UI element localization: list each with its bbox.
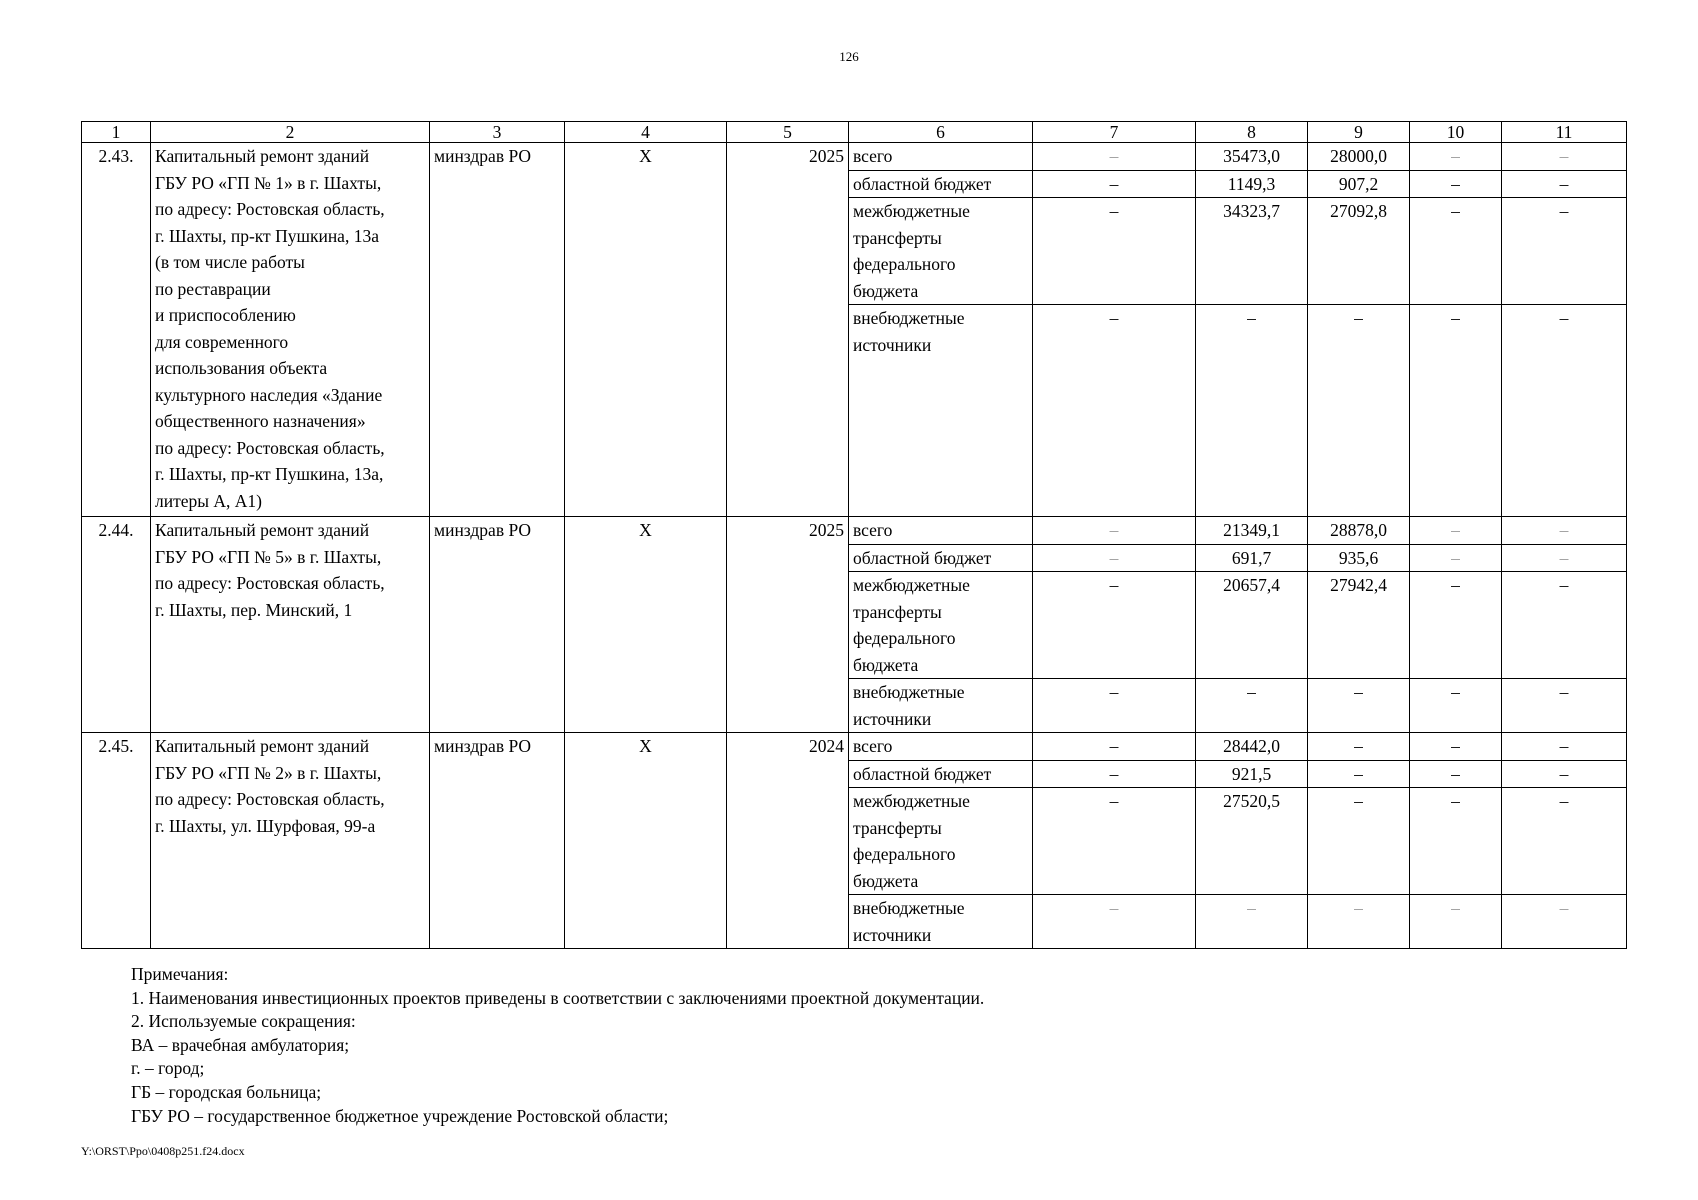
project-number: 2.44. [82,517,151,733]
header-cell: 2 [151,122,430,143]
notes-heading: Примечания: [131,964,229,984]
text-line: межбюджетные [853,791,970,811]
value-cell: – [1308,895,1410,949]
text-line: бюджета [853,870,919,891]
text-line: источники [853,334,932,355]
funding-source: всего [849,517,1033,545]
text-line: Капитальный ремонт зданий [155,736,370,756]
value-cell: – [1410,517,1502,545]
value-cell: – [1033,572,1196,679]
value-cell: – [1196,305,1308,517]
value-cell: – [1410,305,1502,517]
header-cell: 8 [1196,122,1308,143]
value-cell: – [1033,170,1196,198]
value-cell: – [1196,679,1308,733]
text-line: общественного назначения» [155,411,366,431]
text-line: межбюджетные [853,575,970,595]
funding-source [849,679,1033,733]
value-cell: – [1410,572,1502,679]
text-line: межбюджетные [853,201,970,221]
value-cell: – [1410,170,1502,198]
value-cell: – [1410,760,1502,788]
value-cell: 27942,4 [1308,572,1410,679]
executor: минздрав РО [430,733,565,949]
header-cell: 5 [727,122,849,143]
text-line: бюджета [853,654,919,675]
table-row [82,733,1627,761]
value-cell: – [1502,544,1627,572]
text-line: трансферты [853,227,942,248]
text-line: г. Шахты, пер. Минский, 1 [155,599,353,620]
funding-source: всего [849,733,1033,761]
note-line: ГБУ РО – государственное бюджетное учреждение Ростовской области; [131,1105,669,1126]
header-cell: 9 [1308,122,1410,143]
value-cell: 1149,3 [1196,170,1308,198]
text-line: трансферты [853,601,942,622]
investment-projects-table [81,121,1627,949]
value-cell: – [1502,198,1627,305]
text-line: федерального [853,844,956,864]
note-line: ВА – врачебная амбулатория; [131,1034,350,1055]
text-line: для современного [155,331,289,352]
header-row [82,122,1627,143]
funding-source: областной бюджет [849,544,1033,572]
value-cell: – [1410,143,1502,171]
header-cell: 11 [1502,122,1627,143]
header-cell: 4 [565,122,727,143]
value-cell: – [1033,679,1196,733]
value-cell: – [1033,788,1196,895]
notes [131,963,984,1128]
project-name [151,143,430,517]
value-cell: 935,6 [1308,544,1410,572]
text-line: внебюджетные [853,682,965,702]
value-cell: – [1410,733,1502,761]
value-cell: 28878,0 [1308,517,1410,545]
text-line: культурного наследия «Здание [155,384,383,405]
text-line: внебюджетные [853,308,965,328]
value-cell: – [1502,170,1627,198]
text-line: по адресу: Ростовская область, [155,573,385,593]
value-cell: 907,2 [1308,170,1410,198]
value-cell: 21349,1 [1196,517,1308,545]
value-cell: – [1410,198,1502,305]
value-cell: 28442,0 [1196,733,1308,761]
note-line: ГБ – городская больница; [131,1081,322,1102]
funding-source: всего [849,143,1033,171]
text-line: бюджета [853,280,919,301]
project-name [151,517,430,733]
value-cell: – [1502,895,1627,949]
text-line: по адресу: Ростовская область, [155,199,385,219]
value-cell: – [1033,733,1196,761]
text-line: источники [853,924,932,945]
funding-source [849,895,1033,949]
funding-source [849,788,1033,895]
text-line: г. Шахты, ул. Шурфовая, 99-а [155,815,376,836]
funding-source [849,572,1033,679]
text-line: г. Шахты, пр-кт Пушкина, 13а, [155,464,384,484]
text-line: по адресу: Ростовская область, [155,789,385,809]
value-cell: – [1502,143,1627,171]
table-row [82,143,1627,171]
project-number: 2.43. [82,143,151,517]
value-cell: – [1033,895,1196,949]
page-number: 126 [839,49,859,64]
value-cell: – [1308,760,1410,788]
mark: Х [565,733,727,949]
value-cell: – [1502,305,1627,517]
text-line: по адресу: Ростовская область, [155,437,385,458]
text-line: г. Шахты, пр-кт Пушкина, 13а [155,225,379,246]
header-cell: 7 [1033,122,1196,143]
value-cell: – [1033,198,1196,305]
text-line: внебюджетные [853,898,965,918]
value-cell: – [1502,733,1627,761]
value-cell: – [1308,788,1410,895]
executor: минздрав РО [430,517,565,733]
table-body [82,122,1627,949]
executor: минздрав РО [430,143,565,517]
value-cell: – [1502,679,1627,733]
text-line: по реставрации [155,278,271,299]
text-line: и приспособлению [155,305,296,325]
value-cell: – [1033,544,1196,572]
project-name [151,733,430,949]
value-cell: – [1410,788,1502,895]
project-number: 2.45. [82,733,151,949]
value-cell: 691,7 [1196,544,1308,572]
text-line: ГБУ РО «ГП № 5» в г. Шахты, [155,546,382,567]
value-cell: 28000,0 [1308,143,1410,171]
value-cell: – [1410,544,1502,572]
note-line: 2. Используемые сокращения: [131,1011,356,1032]
value-cell: – [1033,760,1196,788]
value-cell: – [1033,305,1196,517]
value-cell: – [1502,517,1627,545]
value-cell: – [1410,679,1502,733]
value-cell: – [1308,305,1410,517]
value-cell: – [1033,143,1196,171]
value-cell: – [1502,760,1627,788]
funding-source: областной бюджет [849,760,1033,788]
funding-source: областной бюджет [849,170,1033,198]
text-line: литеры А, А1) [155,490,262,511]
value-cell: – [1410,895,1502,949]
text-line: федерального [853,628,956,648]
table-row [82,517,1627,545]
note-line: 1. Наименования инвестиционных проектов приведены в соответствии с заключениями проектной документации. [131,987,985,1008]
header-cell: 10 [1410,122,1502,143]
value-cell: – [1502,788,1627,895]
text-line: трансферты [853,817,942,838]
text-line: ГБУ РО «ГП № 2» в г. Шахты, [155,762,382,783]
header-cell: 6 [849,122,1033,143]
header-cell: 3 [430,122,565,143]
value-cell: 27092,8 [1308,198,1410,305]
value-cell: 35473,0 [1196,143,1308,171]
value-cell: 27520,5 [1196,788,1308,895]
value-cell: 34323,7 [1196,198,1308,305]
text-line: Капитальный ремонт зданий [155,146,370,166]
text-line: источники [853,708,932,729]
file-path-footer: Y:\ORST\Ppo\0408p251.f24.docx [81,1144,245,1158]
value-cell: – [1033,517,1196,545]
text-line: федерального [853,254,956,274]
note-line: г. – город; [131,1058,205,1079]
mark: Х [565,143,727,517]
text-line: использования объекта [155,358,328,378]
year: 2024 [727,733,849,949]
header-cell: 1 [82,122,151,143]
funding-source [849,305,1033,517]
value-cell: – [1308,679,1410,733]
value-cell: – [1308,733,1410,761]
text-line: (в том числе работы [155,252,305,272]
year: 2025 [727,517,849,733]
value-cell: 921,5 [1196,760,1308,788]
mark: Х [565,517,727,733]
year: 2025 [727,143,849,517]
text-line: ГБУ РО «ГП № 1» в г. Шахты, [155,172,382,193]
text-line: Капитальный ремонт зданий [155,520,370,540]
value-cell: 20657,4 [1196,572,1308,679]
funding-source [849,198,1033,305]
value-cell: – [1502,572,1627,679]
value-cell: – [1196,895,1308,949]
